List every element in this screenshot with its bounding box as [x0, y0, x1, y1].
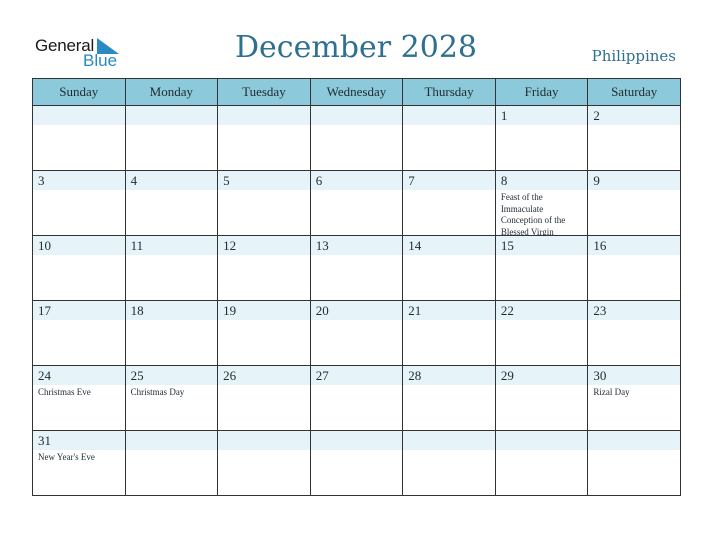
day-cell	[495, 171, 588, 236]
day-number: 20	[315, 303, 329, 318]
day-number: 25	[130, 368, 144, 383]
day-cell	[125, 366, 218, 431]
day-cell	[33, 301, 126, 366]
day-cell	[125, 171, 218, 236]
day-number: 4	[130, 173, 138, 188]
day-cell	[218, 236, 311, 301]
day-cell	[588, 106, 681, 171]
day-cell	[310, 431, 403, 496]
weekday-header: Tuesday	[218, 79, 311, 106]
day-cell	[218, 301, 311, 366]
day-cell-band	[496, 106, 588, 125]
holiday-label: Christmas Eve	[38, 387, 91, 397]
day-cell	[495, 366, 588, 431]
day-cell	[33, 366, 126, 431]
day-number: 23	[593, 303, 607, 318]
day-cell	[218, 366, 311, 431]
logo-word-blue: Blue	[83, 51, 118, 70]
week-row	[33, 236, 681, 301]
day-cell	[403, 171, 496, 236]
day-cell	[125, 431, 218, 496]
country-label: Philippines	[591, 47, 676, 65]
day-cell	[403, 431, 496, 496]
day-cell	[125, 236, 218, 301]
weekday-header: Sunday	[33, 79, 126, 106]
day-number: 21	[408, 303, 422, 318]
week-row	[33, 106, 681, 171]
holiday-label: Christmas Day	[130, 387, 185, 397]
day-cell-band	[218, 106, 310, 125]
day-number: 29	[500, 368, 514, 383]
day-number: 22	[500, 303, 514, 318]
day-cell	[310, 301, 403, 366]
day-cell-band	[218, 171, 310, 190]
day-cell	[495, 236, 588, 301]
weekday-header: Saturday	[588, 79, 681, 106]
day-number: 9	[593, 173, 600, 188]
day-cell	[403, 106, 496, 171]
day-cell	[33, 236, 126, 301]
day-cell	[125, 301, 218, 366]
day-cell	[588, 301, 681, 366]
day-cell-band	[311, 106, 403, 125]
day-cell-band	[126, 106, 218, 125]
day-number: 13	[315, 238, 329, 253]
day-cell	[588, 171, 681, 236]
day-cell-band	[588, 171, 680, 190]
day-cell	[588, 366, 681, 431]
day-number: 7	[408, 173, 415, 188]
day-number: 27	[315, 368, 329, 383]
day-number: 1	[500, 108, 508, 123]
day-cell-band	[311, 431, 403, 450]
day-cell-band	[33, 106, 125, 125]
day-cell	[33, 171, 126, 236]
day-number: 26	[223, 368, 237, 383]
calendar-title: December 2028	[235, 30, 477, 65]
weekday-header-row	[33, 79, 681, 106]
day-number: 16	[593, 238, 607, 253]
day-cell-band	[588, 106, 680, 125]
day-number: 6	[315, 173, 323, 188]
day-number: 31	[38, 433, 51, 448]
day-number: 19	[223, 303, 237, 318]
day-cell-band	[403, 431, 495, 450]
day-cell	[310, 106, 403, 171]
day-cell-band	[311, 171, 403, 190]
day-cell	[218, 431, 311, 496]
day-cell	[495, 301, 588, 366]
day-cell	[218, 171, 311, 236]
day-number: 10	[38, 238, 51, 253]
day-cell	[310, 366, 403, 431]
day-cell	[588, 431, 681, 496]
day-number: 12	[223, 238, 237, 253]
day-number: 17	[38, 303, 51, 318]
logo-word-general: General	[35, 36, 95, 55]
week-row	[33, 171, 681, 236]
weekday-header: Monday	[125, 79, 218, 106]
day-number: 15	[500, 238, 514, 253]
day-number: 30	[593, 368, 607, 383]
weekday-header: Thursday	[403, 79, 496, 106]
day-cell	[33, 431, 126, 496]
day-cell-band	[126, 431, 218, 450]
day-cell	[218, 106, 311, 171]
day-number: 5	[223, 173, 230, 188]
holiday-label: New Year's Eve	[38, 452, 95, 462]
day-number: 8	[500, 173, 508, 188]
day-cell	[310, 236, 403, 301]
day-cell	[403, 301, 496, 366]
day-cell-band	[496, 431, 588, 450]
week-row	[33, 301, 681, 366]
day-number: 11	[130, 238, 144, 253]
day-cell-band	[496, 171, 588, 190]
day-cell-band	[588, 431, 680, 450]
weekday-header: Friday	[495, 79, 588, 106]
day-number: 2	[593, 108, 600, 123]
weekday-header: Wednesday	[310, 79, 403, 106]
day-cell	[495, 106, 588, 171]
day-cell	[310, 171, 403, 236]
day-cell-band	[403, 106, 495, 125]
day-cell-band	[126, 171, 218, 190]
day-number: 24	[38, 368, 51, 383]
day-cell	[125, 106, 218, 171]
day-cell	[403, 366, 496, 431]
calendar-grid	[32, 78, 681, 496]
day-cell	[495, 431, 588, 496]
day-cell	[588, 236, 681, 301]
week-row	[33, 366, 681, 431]
holiday-label: Feast of the Immaculate Conception of the Blessed Virgin	[500, 192, 566, 237]
day-number: 28	[408, 368, 422, 383]
day-number: 3	[38, 173, 45, 188]
day-number: 18	[130, 303, 144, 318]
day-cell-band	[33, 171, 125, 190]
week-row	[33, 431, 681, 496]
day-cell	[33, 106, 126, 171]
day-cell-band	[218, 431, 310, 450]
day-cell	[403, 236, 496, 301]
holiday-label: Rizal Day	[593, 387, 630, 397]
day-number: 14	[408, 238, 422, 253]
day-cell-band	[403, 171, 495, 190]
